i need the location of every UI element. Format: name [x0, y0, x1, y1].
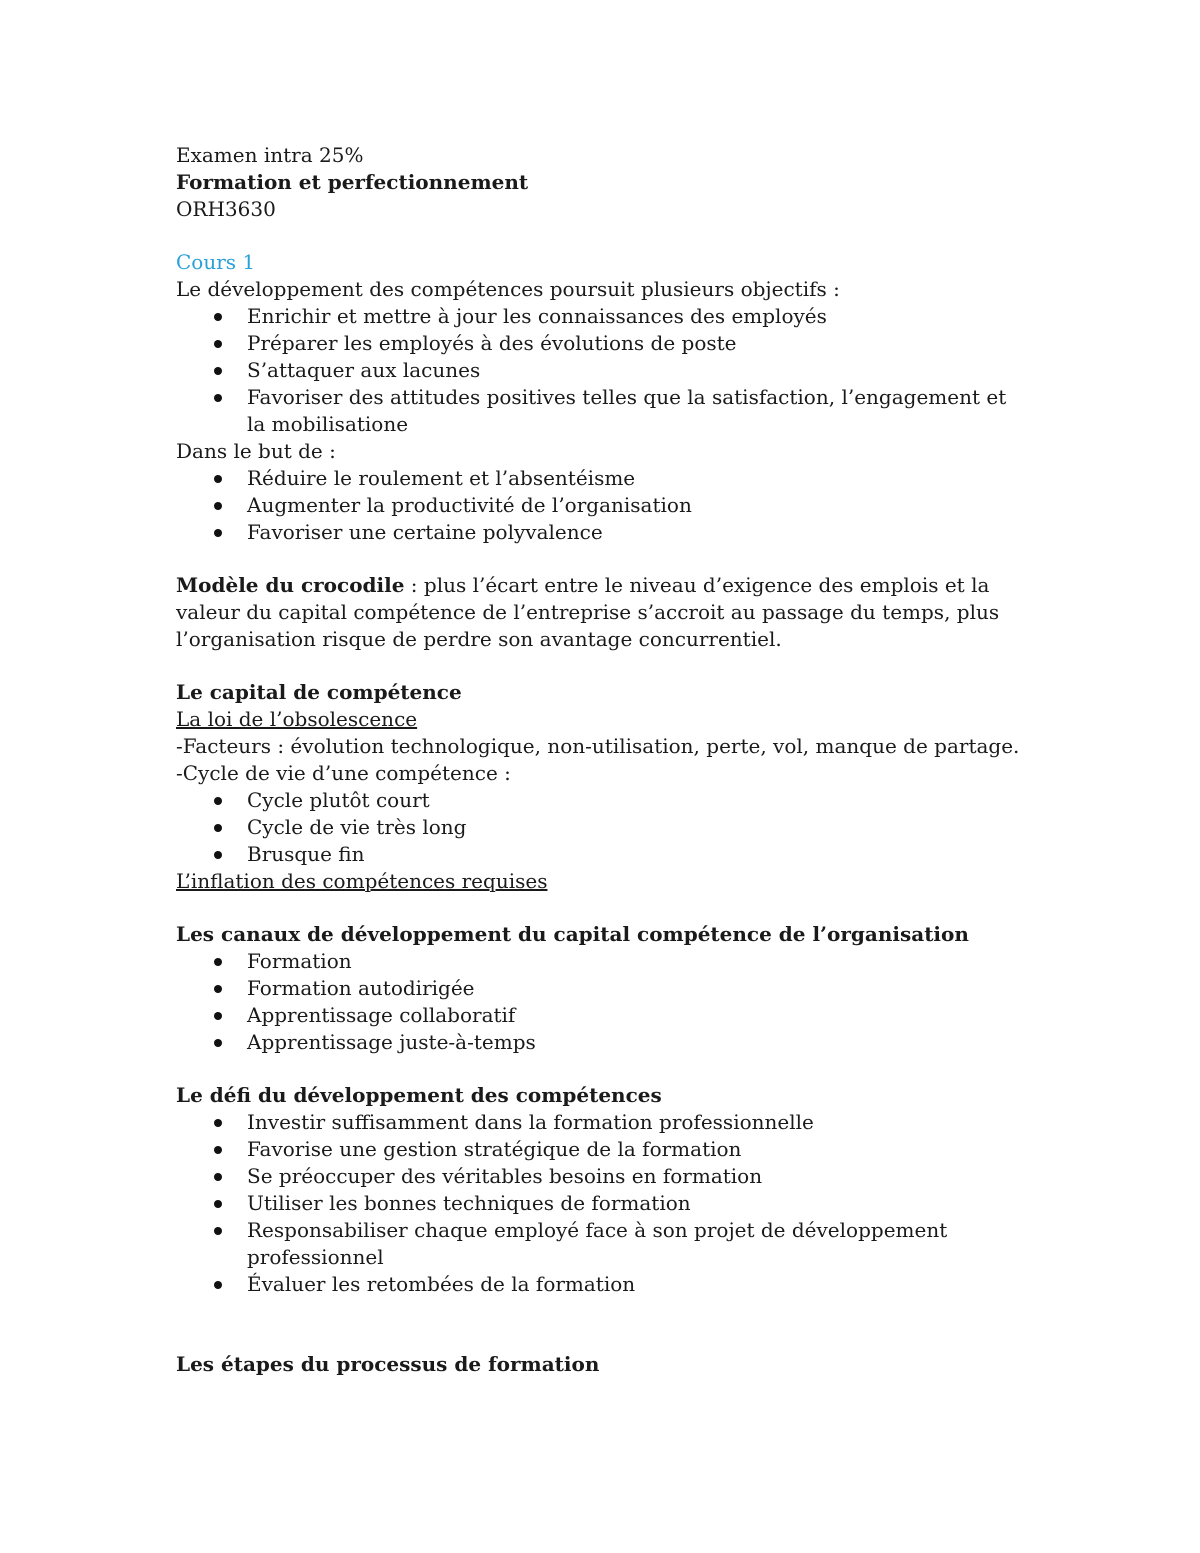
bullet-icon [214, 1200, 222, 1208]
challenge-list [176, 1109, 1036, 1298]
bullet-icon [214, 1281, 222, 1289]
spacer [176, 895, 1036, 921]
spacer [176, 1298, 1036, 1351]
list-item: Responsabiliser chaque employé face à son projet de développement professionnel [176, 1217, 967, 1271]
list-item: Favorise une gestion stratégique de la formation [176, 1136, 1036, 1163]
course-title: Formation et perfectionnement [176, 170, 529, 194]
bullet-icon [214, 851, 222, 859]
bullet-icon [214, 367, 222, 375]
obsolescence-title: La loi de l’obsolescence [176, 707, 418, 731]
list-item: Enrichir et mettre à jour les connaissances des employés [176, 303, 1036, 330]
list-item: Apprentissage collaboratif [176, 1002, 1036, 1029]
bullet-icon [214, 475, 222, 483]
list-item: Apprentissage juste-à-temps [176, 1029, 1036, 1056]
bullet-icon [214, 394, 222, 402]
spacer [176, 653, 1036, 679]
spacer [176, 223, 1036, 249]
purposes-list [176, 465, 1036, 546]
bullet-icon [214, 1173, 222, 1181]
channels-heading: Les canaux de développement du capital compétence de l’organisation [176, 922, 969, 946]
list-item: Cycle de vie très long [176, 814, 1036, 841]
list-item: Formation autodirigée [176, 975, 1036, 1002]
list-item: Augmenter la productivité de l’organisation [176, 492, 1036, 519]
bullet-icon [214, 313, 222, 321]
challenge-heading: Le défi du développement des compétences [176, 1083, 662, 1107]
list-item: Évaluer les retombées de la formation [176, 1271, 1036, 1298]
list-item: Brusque fin [176, 841, 1036, 868]
list-item: Se préoccuper des véritables besoins en formation [176, 1163, 1036, 1190]
list-item: Favoriser une certaine polyvalence [176, 519, 1036, 546]
objectives-list [176, 303, 1036, 438]
exam-label: Examen intra 25% [176, 143, 364, 167]
cours1-heading: Cours 1 [176, 250, 256, 274]
bullet-icon [214, 797, 222, 805]
factors-text: -Facteurs : évolution technologique, non-utilisation, perte, vol, manque de partage. [176, 734, 1020, 758]
spacer [176, 546, 1036, 572]
crocodile-paragraph [176, 572, 1036, 653]
bullet-icon [214, 1119, 222, 1127]
crocodile-definition: : plus l’écart entre le niveau d’exigence des emplois et la valeur du capital compétence de l’entreprise s’accroit au passage du temps, plus l’organisation risque de perdre son avantage concurrentiel. [176, 573, 1000, 651]
cycles-list [176, 787, 1036, 868]
spacer [176, 1056, 1036, 1082]
list-item: S’attaquer aux lacunes [176, 357, 1036, 384]
list-item: Utiliser les bonnes techniques de formation [176, 1190, 1036, 1217]
bullet-icon [214, 340, 222, 348]
objectives-intro: Le développement des compétences poursuit plusieurs objectifs : [176, 277, 840, 301]
bullet-icon [214, 502, 222, 510]
bullet-icon [214, 529, 222, 537]
bullet-icon [214, 958, 222, 966]
channels-list [176, 948, 1036, 1056]
purpose-intro: Dans le but de : [176, 439, 336, 463]
list-item: Investir suffisamment dans la formation professionnelle [176, 1109, 1036, 1136]
bullet-icon [214, 1039, 222, 1047]
document-page [176, 142, 1036, 1378]
bullet-icon [214, 1227, 222, 1235]
inflation-title: L’inflation des compétences requises [176, 869, 548, 893]
capital-heading: Le capital de compétence [176, 680, 462, 704]
list-item: Cycle plutôt court [176, 787, 1036, 814]
steps-heading: Les étapes du processus de formation [176, 1352, 600, 1376]
cycle-intro: -Cycle de vie d’une compétence : [176, 761, 511, 785]
list-item: Formation [176, 948, 1036, 975]
list-item: Préparer les employés à des évolutions de poste [176, 330, 1036, 357]
bullet-icon [214, 824, 222, 832]
bullet-icon [214, 985, 222, 993]
list-item: Réduire le roulement et l’absentéisme [176, 465, 1036, 492]
bullet-icon [214, 1012, 222, 1020]
bullet-icon [214, 1146, 222, 1154]
course-code: ORH3630 [176, 197, 276, 221]
crocodile-term: Modèle du crocodile [176, 573, 405, 597]
list-item: Favoriser des attitudes positives telles que la satisfaction, l’engagement et la mobilisatione [176, 384, 1007, 438]
